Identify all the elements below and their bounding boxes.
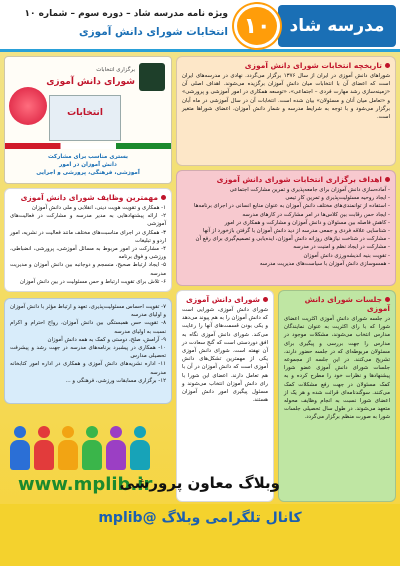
issue-badge: ۱۰	[234, 4, 280, 48]
student-meetings-title: جلسات شورای دانش آموزی	[304, 295, 390, 313]
person-icon	[130, 426, 150, 470]
history-panel	[176, 56, 396, 166]
goals-panel	[176, 170, 396, 286]
bullet-icon	[161, 195, 166, 200]
list-item: - تقویت بنیه اندیشه‌ورزی دانش آموزان	[182, 252, 390, 260]
student-meetings-panel	[278, 290, 396, 502]
masthead: مدرسه شاد	[278, 5, 396, 47]
bullet-icon	[385, 297, 390, 302]
ballot-box-icon	[49, 95, 121, 141]
duties-item: ۱۱- اداره نشریه‌های دانش آموزی و همکاری در اداره امور کتابخانه مدرسه	[10, 361, 166, 376]
poster-main-title: شورای دانش آموزی	[46, 77, 135, 87]
bullet-icon	[385, 63, 390, 68]
duties-item: ۷- تقویت احساس مسئولیت‌پذیری، تعهد و ارتباط مؤثر با دانش آموزان و اولیای مدرسه	[10, 304, 166, 319]
duties-item: ۱۰- همکاری در پیشبرد برنامه‌های مدرسه در جهت رشد و پیشرفت تحصیلی مدارس	[10, 345, 166, 360]
duties-item: ۲- ارائه پیشنهادهایی به مدیر مدرسه و مشارکت در فعالیت‌های آموزشی	[10, 213, 166, 228]
duties-item: ۸- تقویت حس همبستگی بین دانش آموزان، رواج احترام و اکرام نسبت به اولیای مدرسه	[10, 320, 166, 335]
person-icon	[106, 426, 126, 470]
bullet-icon	[385, 177, 390, 182]
telegram-channel[interactable]: کانال تلگرامی وبلاگ @mplib	[98, 510, 302, 526]
logo-icon	[139, 63, 165, 91]
goals-title: اهداف برگزاری انتخابات شورای دانش آموزی	[182, 175, 390, 184]
site-url-link[interactable]: www.mplib.ir	[18, 474, 153, 495]
duties-panel	[4, 188, 172, 292]
list-item: - استفاده از توانمندی‌های مختلف دانش آموزان به عنوان منابع انسانی در اجرای برنامه‌ها	[182, 202, 390, 210]
duties-title: مهمترین وظایف شورای دانش آموزی	[10, 193, 166, 202]
issue-info: ویژه نامه مدرسه شاد – دوره سوم – شماره ۱۰	[24, 9, 228, 19]
bullet-icon	[263, 297, 268, 302]
duties-item: ۳- همکاری در اجرای مناسبت‌های مختلف مانند فعالیت در نشریه، امور اردو و تبلیغات	[10, 229, 166, 244]
list-item: - ایجاد روحیه مسئولیت‌پذیری و تمرین کار تیمی	[182, 194, 390, 202]
issue-topic: انتخابات شورای دانش آموزی	[78, 26, 228, 38]
list-item: - آماده‌سازی دانش آموزان برای جامعه‌پذیری و تمرین مشارکت اجتماعی	[182, 186, 390, 194]
person-icon	[10, 426, 30, 470]
history-text: شوراهای دانش آموزی در ایران از سال ۱۳۷۶ برگزار می‌گردد. نهادی در مدرسه‌های ایران است که اعضای آن با انتخابات میان دانش آموزان برگزیده می‌شوند. اهداف اصلی آن «زمینه‌سازی رشد مهارت فردی – اجتماعی»، «توسعه همکاری در امور آموزشی و پرورشی» و «تعامل میان آنان و مسئولان» بیان شده است. انتخابات آن در سال آموزشی در ماه آبان برگزار می‌شود و با توجه به شرایط مدرسه و شمار دانش آموزان، اعضای شوراها متغیر است.	[182, 73, 390, 121]
people-illustration	[6, 408, 170, 470]
list-item: - کاهش فاصله بین مسئولان و دانش آموزان و مشارکت و همکاری در امور	[182, 219, 390, 227]
history-title: تاریخچه انتخابات شورای دانش آموزی	[182, 61, 390, 70]
duties-item: ۹- آرامش، صلح، دوستی و کمک به همه دانش آموزان	[47, 336, 166, 343]
blog-title: وبلاگ معاون پرورشی	[119, 474, 280, 492]
flag-stripe	[5, 143, 172, 149]
person-icon	[58, 426, 78, 470]
poster-caption: بستری مناسب برای مشارکت دانش آموزان در امور آموزشی، فرهنگی، پرورشی و اجرایی	[36, 154, 140, 176]
list-item: - مشارکت در ایجاد نظم و امنیت در مدرسه	[182, 243, 390, 251]
duties-item: ۱- همکاری و تقویت هویت دینی، انقلابی و ملی دانش آموزان	[31, 205, 166, 211]
ballot-box-label: انتخابات	[67, 108, 103, 118]
list-item: - ایجاد حس رقابت بین کلاس‌ها در امر مشارکت در کارهای مدرسه	[182, 211, 390, 219]
flower-icon	[9, 87, 47, 125]
duties-item: ۶- تلاش برای تقویت ارتباط و حس مسئولیت در بین دانش آموزان	[19, 278, 166, 285]
student-meetings-text: در جلسه شورای دانش آموزی اکثریت اعضای شورا که با رای اکثریت به عنوان نمایندگان مدارس انتخاب می‌شوند، مشکلات موجود در مدارس را جهت بررسی و پیگیری برای مسئولان مربوطه‌ای که در جلسه حضور دارند، تشریح می‌کنند. در این جلسه از مجموعه جلسات شورای دانش آموزی عضو شورا پیشنهادها و نظرات خود را مطرح کرده و به کمک مسئولان در جهت رفع مشکلات کمک می‌کنند. سوگندنامه‌ای قرائت شده و هر یک از اعضای شورا نسبت به انجام وظایف محوله متعهد می‌شوند. در طول سال تحصیلی جلسات شورا به صورت منظم برگزار می‌گردد.	[284, 316, 390, 421]
election-poster	[4, 56, 172, 184]
list-item: - شناسایی علاقه فردی و جمعی مدرسه از دید دانش آموزان با گرفتن بازخورد از آنها	[182, 227, 390, 235]
duties-item: ۵- ایجاد ارتباط صحیح، منسجم و دوجانبه بین دانش آموزان و مدیریت مدرسه	[10, 262, 166, 277]
council-panel	[176, 290, 274, 502]
person-icon	[82, 426, 102, 470]
list-item: - مشارکت در شناخت نیازهای روزانه دانش آموزان، ایده‌یابی و تصمیم‌گیری برای رفع آن	[182, 235, 390, 243]
duties-item: ۱۲- برگزاری مسابقات ورزشی، فرهنگی و ...	[65, 377, 166, 384]
header	[0, 0, 400, 52]
council-title: شورای دانش آموزی	[182, 295, 268, 304]
duties-continued-panel	[4, 298, 172, 404]
list-item: - همسوسازی دانش آموزان با سیاست‌های مدیریت مدرسه	[182, 260, 390, 268]
duties-item: ۴- مشارکت در امور مربوط به مسائل آموزشی، پرورشی، انضباطی، ورزشی و فوق برنامه	[10, 246, 166, 261]
person-icon	[34, 426, 54, 470]
poster-subtitle: برگزاری انتخابات	[96, 67, 135, 73]
goals-list	[182, 186, 390, 268]
council-text: شورای دانش آموزی، شورایی است که دانش آموزان را به هم پیوند می‌دهد و یکی بودن قسمت‌های آنها را رعایت می‌کند. شورای دانش آموزی نگاه به افق دوردستی است که گنج سعادت در آن نهفته است. شورای دانش آموزی یکی از مهمترین تشکل‌های دانش آموزی است که دانش آموزان در آن با هم تعامل دارند. اعضای این شورا با رای دانش آموزان انتخاب می‌شوند و مسئول پیگیری امور دانش آموزان هستند.	[182, 307, 268, 404]
